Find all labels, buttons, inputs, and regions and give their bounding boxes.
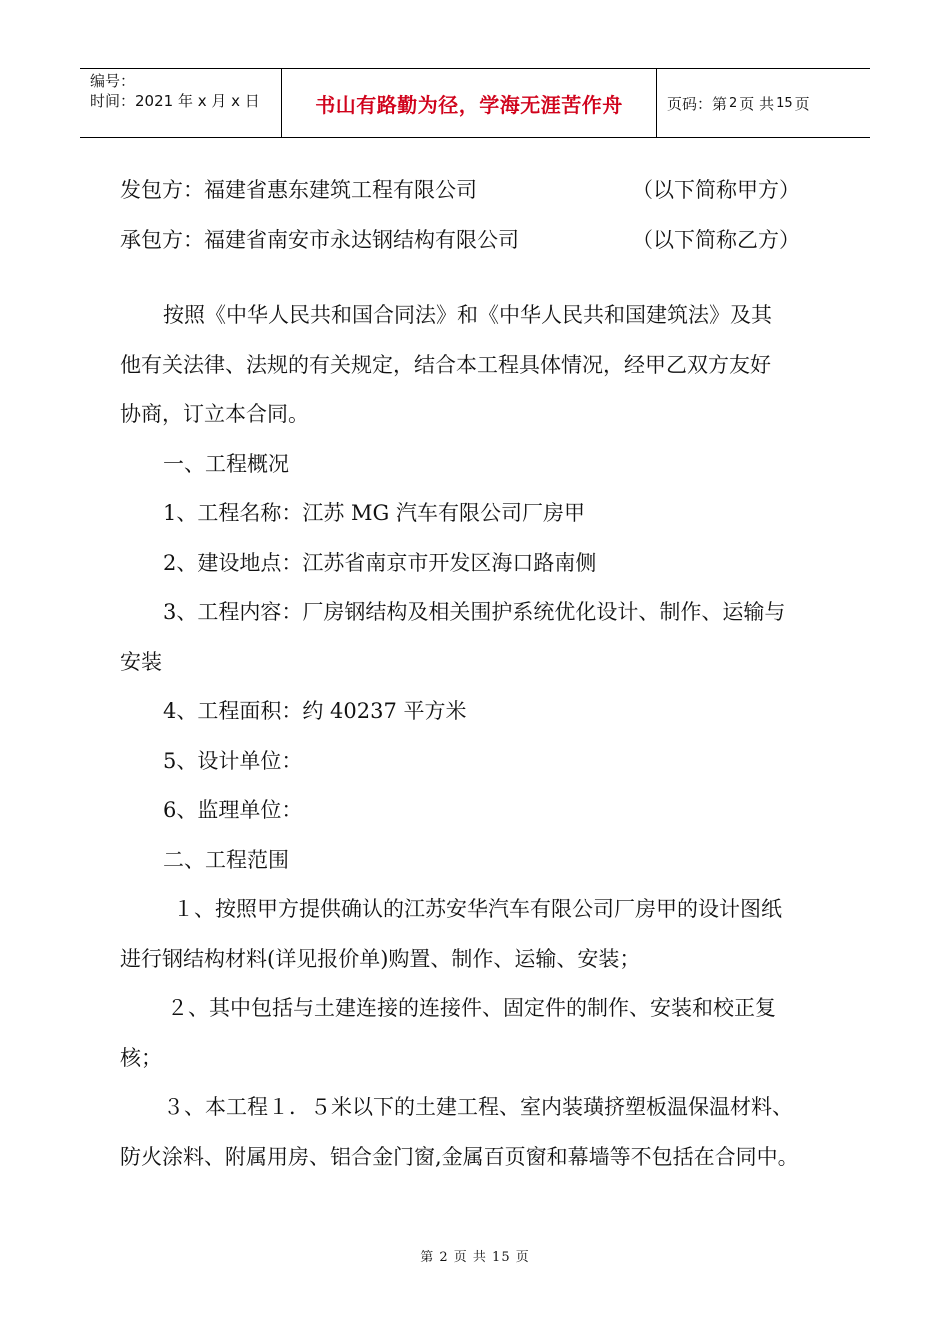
- intro-line-2: 他有关法律、法规的有关规定，结合本工程具体情况，经甲乙双方友好: [120, 352, 771, 377]
- item-2-2a: ２、其中包括与土建连接的连接件、固定件的制作、安装和校正复: [167, 996, 776, 1020]
- page-total: 15: [776, 95, 793, 111]
- page-mid: 页 共: [739, 94, 775, 113]
- code-label: 编号：: [90, 72, 136, 90]
- employer-note: （以下简称甲方）: [632, 178, 800, 202]
- date-label: 时间：2021 年 x 月 x 日: [90, 92, 260, 110]
- contractor-line: [120, 216, 840, 266]
- page-footer: 第 2 页 共 15 页: [420, 1250, 530, 1265]
- intro-line-3: 协商，订立本合同。: [120, 402, 309, 426]
- employer-name: 发包方：福建省惠东建筑工程有限公司: [120, 178, 477, 202]
- contractor-note: （以下简称乙方）: [632, 227, 800, 252]
- header-motto: 书山有路勤为径，学海无涯苦作舟: [282, 69, 657, 137]
- item-1-3b: 安装: [120, 649, 162, 674]
- item-1-5: 5、设计单位：: [163, 748, 303, 773]
- item-2-3a: ３、本工程１．５米以下的土建工程、室内装璜挤塑板温保温材料、: [163, 1095, 793, 1119]
- header-page-number: [657, 69, 870, 137]
- header-meta: [80, 69, 282, 137]
- item-1-6: 6、监理单位：: [163, 798, 303, 822]
- document-header: [80, 68, 870, 138]
- item-2-1b: 进行钢结构材料(详见报价单)购置、制作、运输、安装；: [120, 946, 641, 971]
- employer-line: [120, 166, 840, 216]
- item-1-2: 2、建设地点：江苏省南京市开发区海口路南侧: [163, 550, 597, 575]
- section-2-title: 二、工程范围: [163, 847, 289, 872]
- item-2-3b: 防火涂料、附属用房、铝合金门窗,金属百页窗和幕墙等不包括在合同中。: [120, 1144, 799, 1169]
- page-prefix: 页码：第: [667, 94, 728, 113]
- section-1-title: 一、工程概况: [163, 451, 289, 476]
- page-suffix: 页: [794, 94, 810, 113]
- item-1-4: 4、工程面积：约 40237 平方米: [163, 699, 467, 723]
- spacer: [120, 265, 840, 291]
- contract-body: [120, 166, 840, 1182]
- item-2-1a: １、按照甲方提供确认的江苏安华汽车有限公司厂房甲的设计图纸: [173, 897, 782, 921]
- item-1-3a: 3、工程内容：厂房钢结构及相关围护系统优化设计、制作、运输与: [163, 600, 786, 624]
- intro-line-1: 按照《中华人民共和国合同法》和《中华人民共和国建筑法》及其: [163, 303, 772, 327]
- item-1-1: 1、工程名称：江苏 MG 汽车有限公司厂房甲: [163, 501, 585, 525]
- item-2-2b: 核；: [120, 1045, 162, 1070]
- contractor-name: 承包方：福建省南安市永达钢结构有限公司: [120, 227, 519, 252]
- page-current: 2: [729, 95, 738, 111]
